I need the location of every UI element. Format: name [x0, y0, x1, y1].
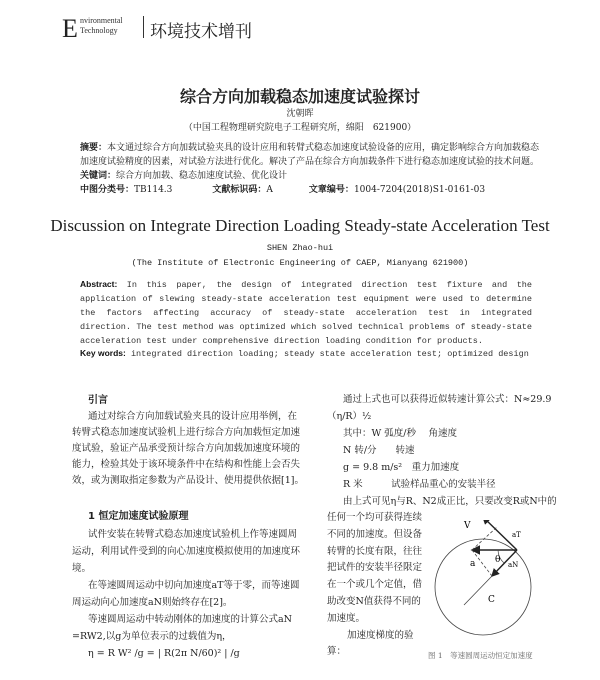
- figure-caption: 图 1 等速圆周运动恒定加速度: [428, 651, 533, 660]
- section1-line: 等速圆周运动中转动刚体的加速度的计算公式aN: [88, 614, 292, 625]
- right-wrap-line: 转臂的长度有限，往往: [327, 545, 423, 557]
- right-line: N 转/分 转速: [343, 445, 415, 456]
- cn-keywords-label: 关键词：: [80, 171, 117, 181]
- label-v: V: [464, 521, 471, 531]
- label-at: aT: [512, 531, 521, 539]
- right-line: （η/R）½: [327, 411, 372, 422]
- section1-line: 周运动向心加速度aN则始终存在[2]。: [72, 597, 233, 608]
- journal-logo-text: [80, 16, 123, 36]
- en-keywords-text: integrated direction loading; steady state acceleration test; optimized design: [130, 349, 529, 359]
- journal-name: 环境技术增刊: [150, 22, 252, 42]
- figure-circular-motion: [400, 520, 550, 646]
- right-wrap-line: 加速度梯度的验: [347, 629, 414, 641]
- article-label: 文章编号：: [308, 185, 354, 195]
- cn-title: 综合方向加载稳态加速度试验探讨: [179, 87, 420, 106]
- section1-line: 境。: [72, 563, 92, 574]
- section1-line: 运动，利用试件受到的向心加速度模拟使用的加速度环: [72, 546, 301, 557]
- section1-line: η = R W² /g = | R(2π N/60)² | /g: [88, 648, 240, 659]
- right-line: 其中：W 弧度/秒 角速度: [343, 428, 458, 439]
- label-theta: θ: [495, 555, 501, 565]
- right-wrap-line: 不同的加速度。但设备: [327, 528, 423, 540]
- logo-line2: Technology: [80, 26, 118, 35]
- right-wrap-line: 在一个或几个定值，借: [327, 579, 423, 591]
- right-wrap-line: 把试件的安装半径限定: [327, 562, 423, 574]
- logo-line1: nvironmental: [80, 16, 123, 25]
- en-abstract: [80, 277, 532, 348]
- intro-line: 效，或为测取指定参数为产品设计、使用提供依据[1]。: [72, 475, 304, 486]
- cn-author: 沈朝晖: [286, 109, 314, 119]
- right-wrap-line: 助改变N值获得不同的: [327, 596, 421, 607]
- en-keywords-label: Key words:: [80, 348, 126, 358]
- en-affiliation: (The Institute of Electronic Engineering of CAEP, Mianyang 621900): [131, 258, 469, 268]
- clc-label: 中图分类号：: [80, 185, 135, 195]
- en-abstract-text: In this paper, the design of integrated direction test fixture and the application of slewing steady-state acceleration test equipment were used to determine the factors affecting accuracy of steady-state acceleration test in integrated direction. The test method was optimized which solved technical problems of steady-state acceleration test under comprehensive direction loading condition for products.: [80, 280, 532, 346]
- section1-line: =RW2,以g为单位表示的过载值为η，: [72, 631, 232, 642]
- right-line: R 米 试验样品重心的安装半径: [343, 479, 496, 490]
- intro-line: 能力，检验其处于该环境条件中在结构和性能上会否失: [72, 459, 301, 470]
- right-line: 通过上式也可以获得近似转速计算公式：N≈29.9: [343, 394, 552, 405]
- en-author: SHEN Zhao-hui: [266, 243, 334, 253]
- en-abstract-label: Abstract:: [80, 279, 118, 289]
- en-keywords: [80, 348, 529, 359]
- cn-affiliation: （中国工程物理研究院电子工程研究所，绵阳 621900）: [183, 123, 417, 133]
- right-wrap-line: 算：: [327, 646, 347, 658]
- intro-line: 度试验，验证产品承受预计综合方向加载加速度环境的: [72, 443, 301, 454]
- label-a: a: [470, 559, 476, 569]
- doc-value: A: [266, 185, 273, 195]
- section1-line: 试件安装在转臂式稳态加速度试验机上作等速圆周: [88, 529, 298, 540]
- circle-path: [435, 539, 531, 635]
- label-an: aN: [508, 561, 519, 569]
- intro-heading: 引言: [88, 395, 108, 406]
- cn-keywords: [80, 169, 540, 183]
- en-title: Discussion on Integrate Direction Loading Steady-state Acceleration Test: [50, 216, 550, 235]
- right-wrap-line: 任何一个均可获得连续: [327, 512, 423, 523]
- section1-heading: 1 恒定加速度试验原理: [88, 511, 189, 522]
- section1-line: 在等速圆周运动中切向加速度aT等于零，而等速圆: [88, 580, 300, 591]
- right-line: g = 9.8 m/s² 重力加速度: [343, 462, 460, 473]
- cn-abstract-text: 本文通过综合方向加载试验夹具的设计应用和转臂式稳态加速度试验设备的应用，确定影响综合方向加载稳态加速度试验精度的因素，对试验方法进行优化。解决了产品在综合方向加载条件下进行稳态加速度试验的技术问题。: [80, 143, 540, 167]
- intro-line: 通过对综合方向加载试验夹具的设计应用举例，在: [88, 411, 298, 422]
- cn-abstract: [80, 141, 540, 169]
- clc-value: TB114.3: [134, 185, 173, 195]
- cn-abstract-label: 摘要：: [80, 143, 108, 153]
- label-c: C: [488, 595, 495, 605]
- journal-logo-letter: E: [62, 14, 78, 43]
- doc-label: 文献标识码：: [212, 185, 267, 195]
- cn-keywords-text: 综合方向加载、稳态加速度试验、优化设计: [116, 171, 288, 181]
- right-wrap-line: 加速度。: [327, 612, 366, 624]
- article-value: 1004-7204(2018)S1-0161-03: [353, 185, 486, 195]
- logo-divider: [143, 16, 144, 38]
- cn-classification: [80, 183, 540, 197]
- dash-line-1: [472, 527, 497, 550]
- intro-line: 转臂式稳态加速度试验机上进行综合方向加载恒定加速: [72, 427, 301, 438]
- right-line: 由上式可见η与R、N2成正比，只要改变R或N中的: [343, 496, 557, 507]
